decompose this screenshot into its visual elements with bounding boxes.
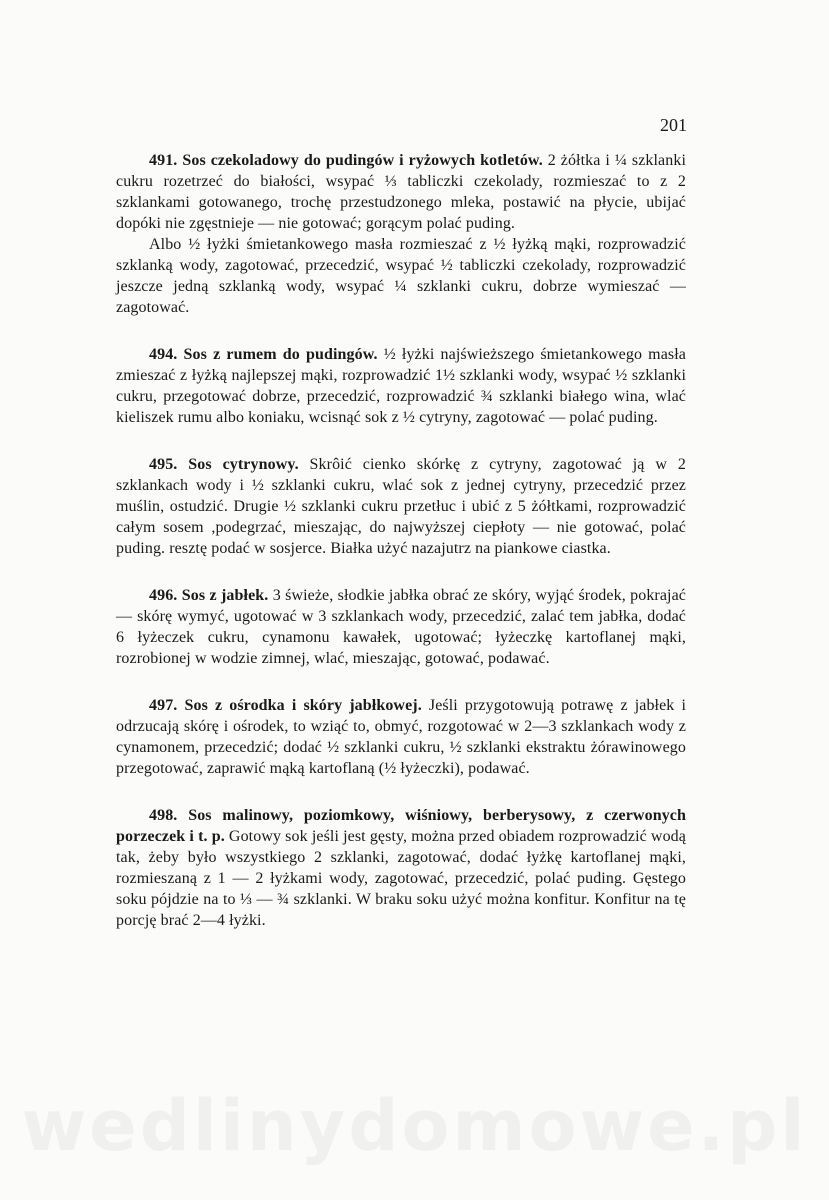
recipe-text: 3 świeże, słodkie jabłka obrać ze skóry, wyjąć środek, pokrajać — skórę wymyć, ugotować w 3 szklankach wody, przecedzić, zalać tem jabłka, dodać 6 łyżeczek cukru, cynamonu kawałek, ugotować; łyżeczkę kartoflanej mąki, rozrobionej w wodzie zimnej, wlać, mieszając, gotować, podawać. [116, 587, 686, 667]
page-number: 201 [660, 115, 687, 135]
recipe-title: Sos z jabłek. [181, 587, 269, 604]
recipe-number: 494. [149, 346, 178, 363]
recipe-text: Skrôić cienko skórkę z cytryny, zagotować ją w 2 szklankach wody i ½ szklanki cukru, wlać sok z jednej cytryny, przecedzić przez muślin, ostudzić. Drugie ½ szklanki cukru przetłuc i ubić z 5 żółtkami, rozprowadzić całym sosem ,podegrzać, mieszając, do najwyższej ciepłoty — nie gotować, polać puding. resztę podać w sosjerce. Białka użyć nazajutrz na piankowe ciastka. [116, 456, 686, 557]
recipe-text: Gotowy sok jeśli jest gęsty, można przed obiadem rozprowadzić wodą tak, żeby było wszystkiego 2 szklanki, zagotować, dodać łyżkę kartoflanej mąki, rozmieszaną z 1 — 2 łyżkami wody, zagotować, przecedzić, polać puding. Gęstego soku pójdzie na to ⅓ — ¾ szklanki. W braku soku użyć można konfitur. Konfitur na tę porcję brać 2—4 łyżki. [116, 828, 686, 929]
recipe-number: 495. [149, 456, 178, 473]
recipe-paragraph [116, 454, 686, 559]
recipe-number: 498. [149, 807, 178, 824]
recipe-paragraph [116, 150, 686, 234]
recipe-title: Sos cytrynowy. [188, 456, 299, 473]
recipe-number: 497. [149, 697, 178, 714]
recipe-496 [116, 585, 686, 669]
recipe-text: Jeśli przygotowują potrawę z jabłek i odrzucają skórę i ośrodek, to wziąć to, obmyć, rozgotować w 2—3 szklankach wody z cynamonem, przecedzić; dodać ½ szklanki cukru, ½ szklanki ekstraktu żórawinowego przegotować, zaprawić mąką kartoflaną (½ łyżeczki), podawać. [116, 697, 687, 777]
recipe-title: Sos z ośrodka i skóry jabłkowej. [184, 697, 422, 714]
recipe-alt-paragraph: Albo ½ łyżki śmietankowego masła rozmieszać z ½ łyżką mąki, rozprowadzić szklanką wody, zagotować, przecedzić, wsypać ½ tabliczki czekolady, rozprowadzić jeszcze jedną szklanką wody, wsypać ¼ szklanki cukru, dobrze wymieszać — zagotować. [116, 236, 686, 316]
recipe-title: Sos z rumem do pudingów. [183, 346, 378, 363]
recipe-text: 2 żółtka i ¼ szklanki cukru rozetrzeć do białości, wsypać ⅓ tabliczki czekolady, rozmieszać to z 2 szklankami gotowanego, trochę przestudzonego mleka, postawić na płycie, ubijać dopóki nie zgęstnieje — nie gotować; gorącym polać puding. [116, 152, 686, 232]
recipe-495 [116, 454, 686, 559]
recipe-paragraph [116, 344, 686, 428]
page-body [116, 150, 686, 957]
recipe-number: 496. [149, 587, 178, 604]
recipe-497 [116, 695, 686, 779]
recipe-paragraph [116, 695, 686, 779]
recipe-paragraph [116, 585, 686, 669]
recipe-494 [116, 344, 686, 428]
watermark: wedlinydomowe.pl [21, 1085, 808, 1167]
recipe-title: Sos malinowy, poziomkowy, wiśniowy, berberysowy, z czerwonych porzeczek i t. p. [116, 807, 686, 845]
recipe-paragraph [116, 805, 686, 931]
recipe-491 [116, 150, 686, 318]
recipe-number: 491. [149, 152, 178, 169]
recipe-text: ½ łyżki najświeższego śmietankowego masła zmieszać z łyżką najlepszej mąki, rozprowadzić 1½ szklanki wody, wsypać ½ szklanki cukru, przegotować dobrze, przecedzić, rozprowadzić ¾ szklanki białego wina, wlać kieliszek rumu albo koniaku, wcisnąć sok z ½ cytryny, zagotować — polać puding. [116, 346, 686, 426]
recipe-498 [116, 805, 686, 931]
recipe-title: Sos czekoladowy do pudingów i ryżowych kotletów. [182, 152, 543, 169]
